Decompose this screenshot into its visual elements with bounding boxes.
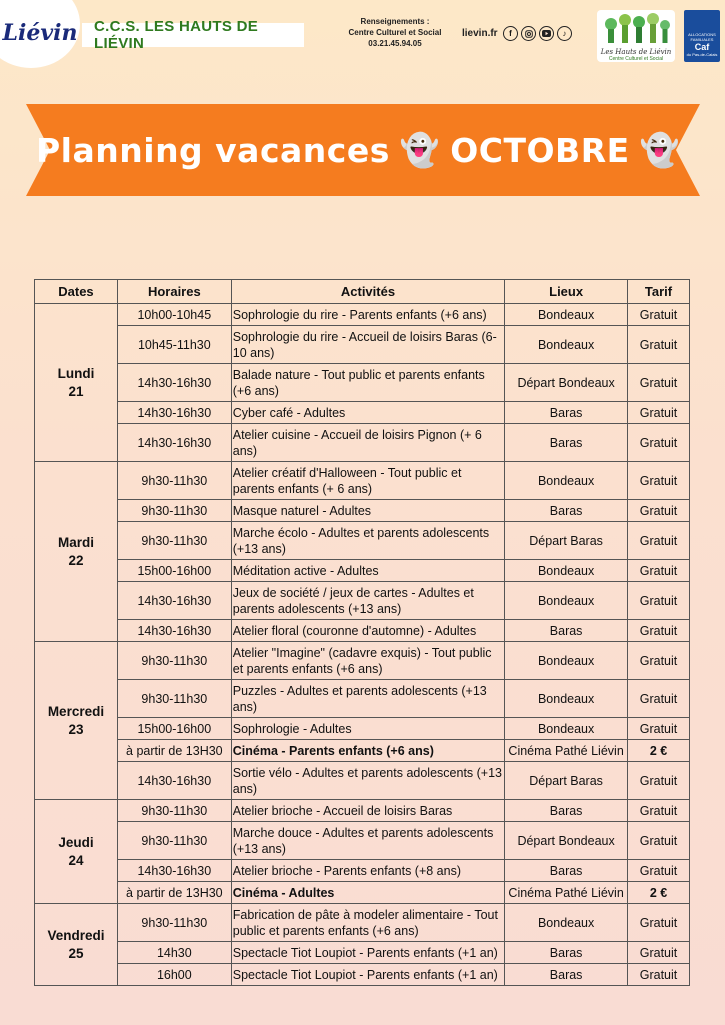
caf-logo (684, 10, 720, 62)
table-row (35, 326, 690, 364)
place-cell: Baras (505, 942, 628, 964)
day-name: Lundi (57, 365, 95, 381)
price-cell: Gratuit (628, 680, 690, 718)
caf-line3: du Pas-de-Calais (686, 52, 718, 57)
price-cell: Gratuit (628, 718, 690, 740)
place-cell: Baras (505, 620, 628, 642)
day-cell (35, 304, 118, 462)
day-cell (35, 642, 118, 800)
table-row (35, 364, 690, 402)
time-cell: 9h30-11h30 (117, 800, 231, 822)
table-row (35, 904, 690, 942)
table-row (35, 800, 690, 822)
time-cell: 9h30-11h30 (117, 500, 231, 522)
price-cell: Gratuit (628, 642, 690, 680)
place-cell: Bondeaux (505, 642, 628, 680)
place-cell: Départ Baras (505, 522, 628, 560)
activity-cell: Marche douce - Adultes et parents adolescents (+13 ans) (231, 822, 504, 860)
price-cell: Gratuit (628, 582, 690, 620)
table-row (35, 964, 690, 986)
table-row (35, 860, 690, 882)
contact-info (335, 16, 455, 49)
price-cell: 2 € (628, 740, 690, 762)
table-row (35, 942, 690, 964)
table-row (35, 762, 690, 800)
day-date: 25 (68, 945, 84, 961)
table-row (35, 718, 690, 740)
activity-cell: Atelier brioche - Parents enfants (+8 ans) (231, 860, 504, 882)
activity-cell: Méditation active - Adultes (231, 560, 504, 582)
time-cell: 16h00 (117, 964, 231, 986)
time-cell: 14h30-16h30 (117, 402, 231, 424)
time-cell: 14h30 (117, 942, 231, 964)
tiktok-icon[interactable]: ♪ (557, 26, 572, 41)
header-dates: Dates (35, 280, 118, 304)
activity-cell: Sophrologie du rire - Parents enfants (+6 ans) (231, 304, 504, 326)
day-name: Vendredi (47, 927, 105, 943)
day-cell (35, 462, 118, 642)
place-cell: Baras (505, 800, 628, 822)
activity-cell: Cyber café - Adultes (231, 402, 504, 424)
place-cell: Bondeaux (505, 718, 628, 740)
time-cell: 10h45-11h30 (117, 326, 231, 364)
instagram-icon[interactable] (521, 26, 536, 41)
price-cell: Gratuit (628, 620, 690, 642)
price-cell: Gratuit (628, 964, 690, 986)
time-cell: 9h30-11h30 (117, 522, 231, 560)
time-cell: 15h00-16h00 (117, 718, 231, 740)
place-cell: Baras (505, 500, 628, 522)
header-activites: Activités (231, 280, 504, 304)
price-cell: Gratuit (628, 326, 690, 364)
day-cell (35, 904, 118, 986)
table-body (35, 304, 690, 986)
youtube-icon[interactable] (539, 26, 554, 41)
ghost-icon: 👻 (399, 131, 441, 169)
header-horaires: Horaires (117, 280, 231, 304)
table-row (35, 462, 690, 500)
activity-cell: Sophrologie du rire - Accueil de loisirs Baras (6-10 ans) (231, 326, 504, 364)
day-name: Mercredi (47, 703, 105, 719)
activity-cell: Cinéma - Adultes (231, 882, 504, 904)
header-lieux: Lieux (505, 280, 628, 304)
price-cell: Gratuit (628, 364, 690, 402)
day-date: 24 (68, 852, 84, 868)
price-cell: Gratuit (628, 904, 690, 942)
header-tarif: Tarif (628, 280, 690, 304)
time-cell: à partir de 13H30 (117, 740, 231, 762)
place-cell: Baras (505, 964, 628, 986)
time-cell: 9h30-11h30 (117, 642, 231, 680)
lievin-logo-text: Liévin (2, 20, 78, 46)
time-cell: 9h30-11h30 (117, 680, 231, 718)
price-cell: Gratuit (628, 424, 690, 462)
table-row (35, 740, 690, 762)
price-cell: Gratuit (628, 800, 690, 822)
table-row (35, 882, 690, 904)
place-cell: Bondeaux (505, 560, 628, 582)
planning-table (34, 279, 690, 986)
table-row (35, 402, 690, 424)
activity-cell: Atelier brioche - Accueil de loisirs Baras (231, 800, 504, 822)
place-cell: Baras (505, 402, 628, 424)
activity-cell: Spectacle Tiot Loupiot - Parents enfants (+1 an) (231, 942, 504, 964)
time-cell: 14h30-16h30 (117, 762, 231, 800)
price-cell: Gratuit (628, 560, 690, 582)
place-cell: Cinéma Pathé Liévin (505, 882, 628, 904)
activity-cell: Cinéma - Parents enfants (+6 ans) (231, 740, 504, 762)
price-cell: Gratuit (628, 762, 690, 800)
place-cell: Départ Bondeaux (505, 822, 628, 860)
website-link[interactable]: lievin.fr (462, 28, 498, 39)
time-cell: 14h30-16h30 (117, 860, 231, 882)
lievin-logo (0, 0, 80, 68)
place-cell: Bondeaux (505, 680, 628, 718)
info-label: Renseignements : (360, 17, 430, 26)
ghost-icon: 👻 (639, 131, 680, 169)
activity-cell: Atelier créatif d'Halloween - Tout public et parents enfants (+ 6 ans) (231, 462, 504, 500)
day-date: 23 (68, 721, 84, 737)
time-cell: 14h30-16h30 (117, 364, 231, 402)
table-row (35, 424, 690, 462)
activity-cell: Balade nature - Tout public et parents enfants (+6 ans) (231, 364, 504, 402)
ccs-title: C.C.S. LES HAUTS DE LIÉVIN (82, 23, 304, 47)
table-row (35, 620, 690, 642)
place-cell: Départ Baras (505, 762, 628, 800)
activity-cell: Atelier cuisine - Accueil de loisirs Pignon (+ 6 ans) (231, 424, 504, 462)
day-date: 21 (68, 383, 84, 399)
table-row (35, 822, 690, 860)
price-cell: Gratuit (628, 822, 690, 860)
time-cell: 9h30-11h30 (117, 822, 231, 860)
time-cell: 9h30-11h30 (117, 904, 231, 942)
day-cell (35, 800, 118, 904)
activity-cell: Sortie vélo - Adultes et parents adolescents (+13 ans) (231, 762, 504, 800)
activity-cell: Fabrication de pâte à modeler alimentaire - Tout public et parents enfants (+6 ans) (231, 904, 504, 942)
table-row (35, 642, 690, 680)
table-header-row (35, 280, 690, 304)
activity-cell: Puzzles - Adultes et parents adolescents (+13 ans) (231, 680, 504, 718)
time-cell: 14h30-16h30 (117, 582, 231, 620)
hauts-de-lievin-logo (597, 10, 675, 62)
banner-title-part1: Planning vacances (36, 130, 390, 170)
activity-cell: Jeux de société / jeux de cartes - Adultes et parents adolescents (+13 ans) (231, 582, 504, 620)
place-cell: Départ Bondeaux (505, 364, 628, 402)
facebook-icon[interactable]: f (503, 26, 518, 41)
caf-line1: ALLOCATIONS FAMILIALES (688, 32, 716, 42)
table-row (35, 304, 690, 326)
time-cell: à partir de 13H30 (117, 882, 231, 904)
activity-cell: Sophrologie - Adultes (231, 718, 504, 740)
title-banner (26, 104, 700, 196)
banner-title-part2: OCTOBRE (450, 130, 630, 170)
price-cell: Gratuit (628, 402, 690, 424)
price-cell: Gratuit (628, 462, 690, 500)
banner-title (26, 104, 700, 196)
activity-cell: Masque naturel - Adultes (231, 500, 504, 522)
activity-cell: Atelier "Imagine" (cadavre exquis) - Tout public et parents enfants (+6 ans) (231, 642, 504, 680)
info-place: Centre Culturel et Social (348, 28, 442, 37)
caf-line2: Caf (694, 42, 710, 52)
place-cell: Cinéma Pathé Liévin (505, 740, 628, 762)
place-cell: Bondeaux (505, 304, 628, 326)
time-cell: 14h30-16h30 (117, 424, 231, 462)
time-cell: 9h30-11h30 (117, 462, 231, 500)
activity-cell: Spectacle Tiot Loupiot - Parents enfants (+1 an) (231, 964, 504, 986)
hauts-logo-title: Les Hauts de Liévin (600, 48, 672, 56)
children-figures-icon (597, 10, 675, 50)
hauts-logo-subtitle: Centre Culturel et Social (608, 56, 664, 62)
day-name: Mardi (57, 534, 94, 550)
place-cell: Bondeaux (505, 582, 628, 620)
table-row (35, 582, 690, 620)
time-cell: 15h00-16h00 (117, 560, 231, 582)
price-cell: Gratuit (628, 500, 690, 522)
social-icons (503, 26, 572, 41)
price-cell: Gratuit (628, 942, 690, 964)
day-name: Jeudi (58, 834, 94, 850)
place-cell: Baras (505, 424, 628, 462)
place-cell: Bondeaux (505, 904, 628, 942)
activity-cell: Marche écolo - Adultes et parents adolescents (+13 ans) (231, 522, 504, 560)
activity-cell: Atelier floral (couronne d'automne) - Adultes (231, 620, 504, 642)
place-cell: Bondeaux (505, 326, 628, 364)
info-phone: 03.21.45.94.05 (368, 39, 422, 48)
place-cell: Baras (505, 860, 628, 882)
time-cell: 14h30-16h30 (117, 620, 231, 642)
table-row (35, 500, 690, 522)
price-cell: Gratuit (628, 304, 690, 326)
table-row (35, 522, 690, 560)
price-cell: 2 € (628, 882, 690, 904)
price-cell: Gratuit (628, 522, 690, 560)
time-cell: 10h00-10h45 (117, 304, 231, 326)
day-date: 22 (68, 552, 84, 568)
price-cell: Gratuit (628, 860, 690, 882)
table-row (35, 680, 690, 718)
place-cell: Bondeaux (505, 462, 628, 500)
table-row (35, 560, 690, 582)
